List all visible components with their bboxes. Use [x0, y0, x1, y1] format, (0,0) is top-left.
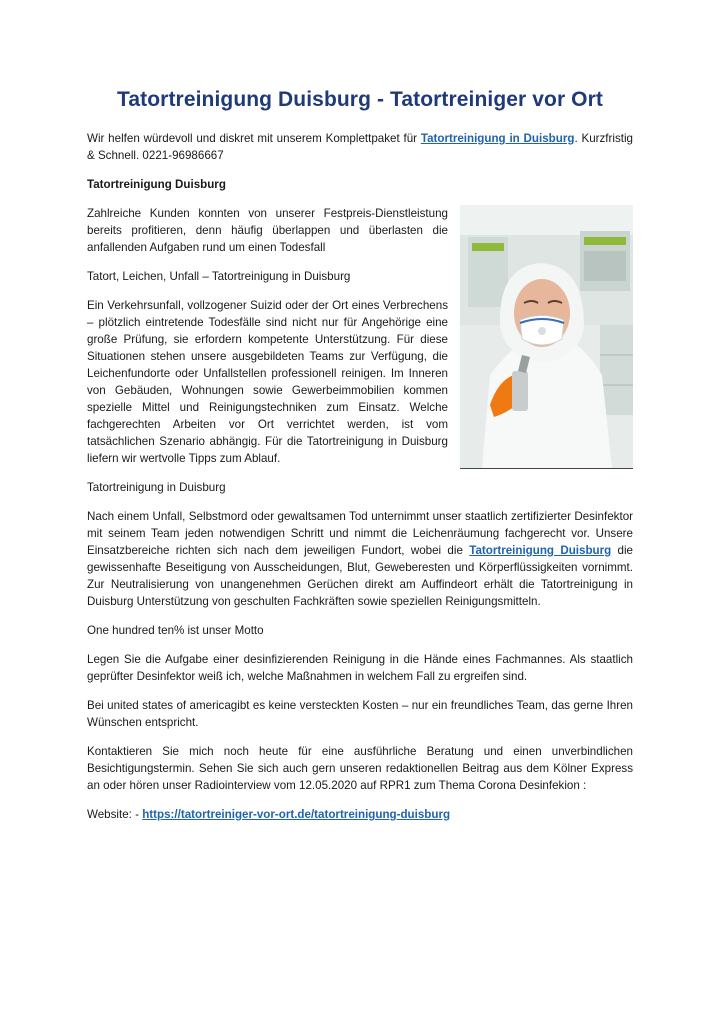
paragraph-1: Zahlreiche Kunden konnten von unserer Festpreis-Dienstleistung bereits profitieren, denn häufig überlappen und überlasten die anfallenden Aufgaben rund um einen Todesfall [87, 207, 448, 254]
section-heading-3: Tatortreinigung in Duisburg [87, 481, 226, 494]
paragraph-3-text-after: die gewissenhafte Beseitigung von Ausscheidungen, Blut, Geweberesten und Körperflüssigkeiten vornimmt. Zur Neutralisierung von unangenehmen Gerüchen direkt am Auffindeort erhält die Tatortreinigung in Duisburg Unterstützung von geschulten Fachkräften sowie speziellen Reinigungsmitteln. [87, 544, 633, 608]
intro-paragraph [87, 130, 633, 164]
page-title: Tatortreinigung Duisburg - Tatortreiniger vor Ort [117, 88, 603, 111]
intro-text: Wir helfen würdevoll und diskret mit unserem Komplettpaket für [87, 132, 421, 145]
section-heading-2: Tatort, Leichen, Unfall – Tatortreinigung in Duisburg [87, 270, 351, 283]
intro-text-after: . Kurzfristig & Schnell. 0221-96986667 [87, 132, 633, 162]
paragraph-6: Kontaktieren Sie mich noch heute für eine ausführliche Beratung und einen unverbindlichen Besichtigungstermin. Sehen Sie sich auch gern unseren redaktionellen Beitrag aus dem Kölner Express an oder hören unser Radiointerview vom 12.05.2020 auf RPR1 zum Thema Corona Desinfekion : [87, 745, 633, 792]
paragraph-5: Bei united states of americagibt es keine versteckten Kosten – nur ein freundliches Team, das gerne Ihren Wünschen entspricht. [87, 699, 633, 729]
paragraph-3 [87, 508, 633, 610]
paragraph-3-link[interactable]: Tatortreinigung Duisburg [469, 544, 612, 557]
paragraph-2: Ein Verkehrsunfall, vollzogener Suizid oder der Ort eines Verbrechens – plötzlich eintretende Todesfälle sind nicht nur für Angehörige eine große Prüfung, sie erfordern kompetente Unterstützung. Für diese Situationen stehen unsere ausgebildeten Teams zur Verfügung, die Leichenfundorte oder Unfallstellen professionell reinigen. Im Inneren von Gebäuden, Wohnungen sowie Gewerbeimmobilien kommen spezielle Mittel und Reinigungstechniken zum Einsatz. Welche fachgerechten Arbeiten vor Ort verrichtet werden, ist vom tatsächlichen Szenario abhängig. Für die Tatortreinigung in Duisburg liefern wir wertvolle Tipps zum Ablauf. [87, 299, 448, 465]
document-page [87, 88, 633, 835]
website-label: Website: - [87, 808, 143, 821]
worker-photo [460, 205, 633, 469]
website-line [87, 806, 633, 823]
paragraph-3-text: Nach einem Unfall, Selbstmord oder gewaltsamen Tod unternimmt unser staatlich zertifizierter Desinfektor mit seinem Team jeden notwendigen Schritt und nimmt die Leichenräumung fachgerecht vor. Unsere Einsatzbereiche richten sich nach dem jeweiligen Fundort, wobei die [87, 510, 633, 557]
website-link[interactable]: https://tatortreiniger-vor-ort.de/tatortreinigung-duisburg [142, 808, 451, 821]
intro-link[interactable]: Tatortreinigung in Duisburg [420, 132, 575, 145]
motto: One hundred ten% ist unser Motto [87, 624, 264, 637]
section-heading-1: Tatortreinigung Duisburg [87, 178, 226, 191]
paragraph-4: Legen Sie die Aufgabe einer desinfizierenden Reinigung in die Hände eines Fachmannes. Als staatlich geprüfter Desinfektor weiß ich, welche Maßnahmen in welchem Fall zu ergreifen sind. [87, 653, 633, 683]
